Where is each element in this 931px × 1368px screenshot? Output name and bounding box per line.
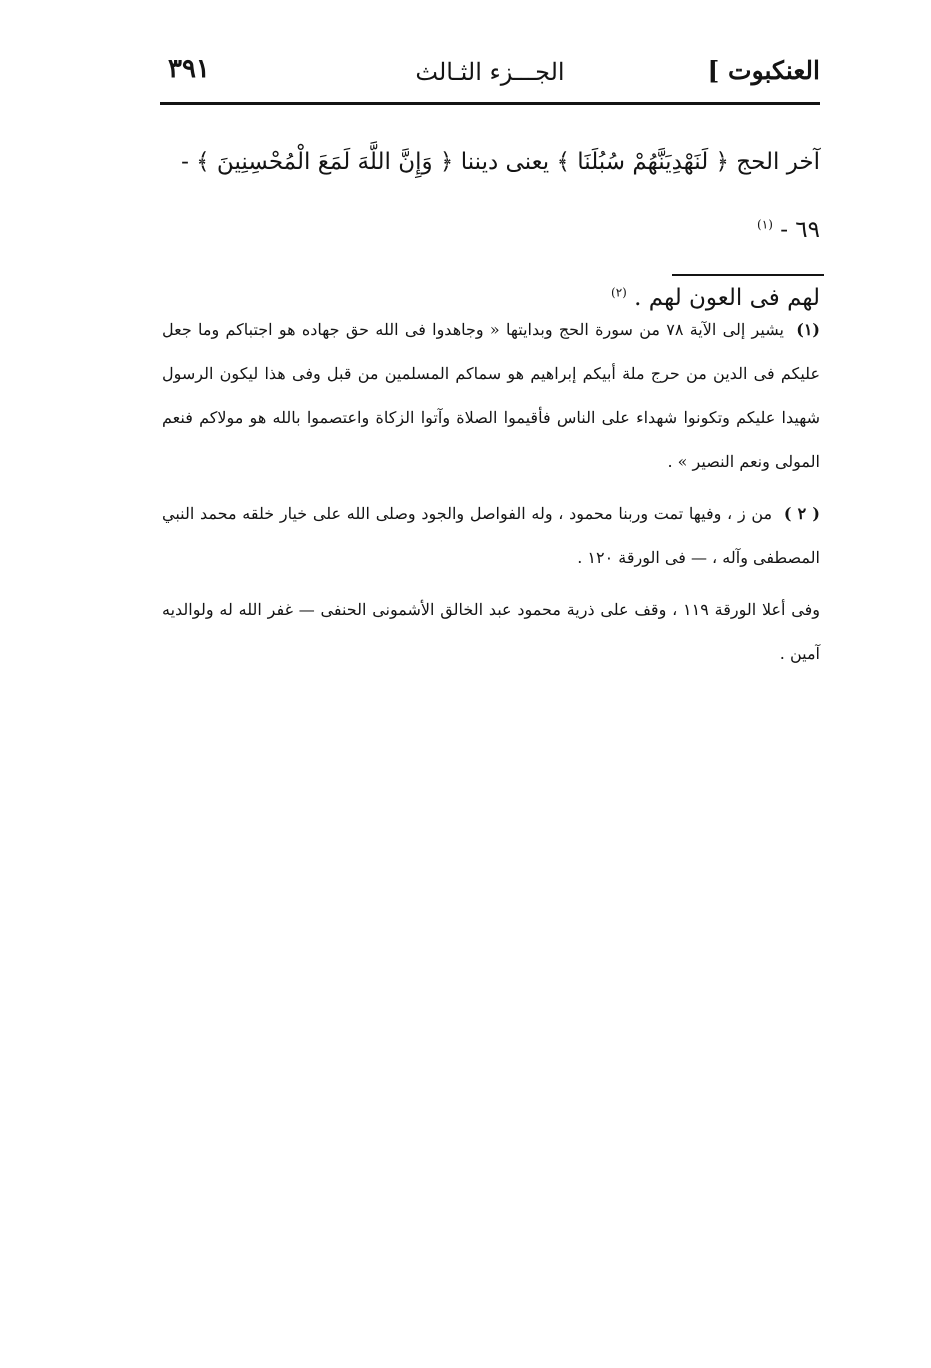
running-header (160, 52, 820, 96)
page-number: ٣٩١ (168, 54, 210, 84)
footnote-2 (162, 492, 820, 580)
footnotes (162, 308, 820, 684)
part-title: الجـــزء الثـالث (415, 58, 565, 86)
footnote-1 (162, 308, 820, 484)
footnote-ref-1: (١) (757, 217, 773, 232)
manuscript-note (162, 588, 820, 676)
surah-title: العنكبوت ] (707, 56, 820, 85)
footnote-1-text: يشير إلى الآية ٧٨ من سورة الحج وبدايتها « وجاهدوا فى الله حق جهاده هو اجتباكم وما جعل عليكم فى الدين من حرج ملة أبيكم إبراهيم هو سماكم المسلمين من قبل وفى هذا ليكون الرسول شهيدا عليكم وتكونوا شهداء على الناس فأقيموا الصلاة وآتوا الزكاة واعتصموا بالله هو مولاكم فنعم المولى ونعم النصير » . (162, 320, 820, 471)
main-line-1-text: آخر الحج ﴿ لَنَهْدِيَنَّهُمْ سُبُلَنَا ﴾ يعنى ديننا ﴿ وَإِنَّ اللَّهَ لَمَعَ الْمُحْسِنِينَ ﴾ - ٦٩ - (181, 149, 820, 243)
manuscript-note-text: وفى أعلا الورقة ١١٩ ، وقف على ذرية محمود عبد الخالق الأشمونى الحنفى — غفر الله له ولوالديه آمين . (162, 600, 820, 663)
main-line-1 (160, 128, 820, 264)
footnote-separator (672, 274, 824, 276)
footnote-2-number: ( ٢ ) (783, 504, 821, 523)
footnote-2-text: من ز ، وفيها تمت وربنا محمود ، وله الفواصل والجود وصلى الله على خيار خلقه محمد النبي المصطفى وآله ، — فى الورقة ١٢٠ . (162, 504, 820, 567)
footnote-1-number: (١) (796, 320, 820, 339)
main-text (160, 128, 820, 332)
header-rule (160, 102, 820, 105)
footnote-ref-2: (٢) (611, 285, 627, 300)
main-line-2-text: لهم فى العون لهم . (634, 285, 820, 311)
